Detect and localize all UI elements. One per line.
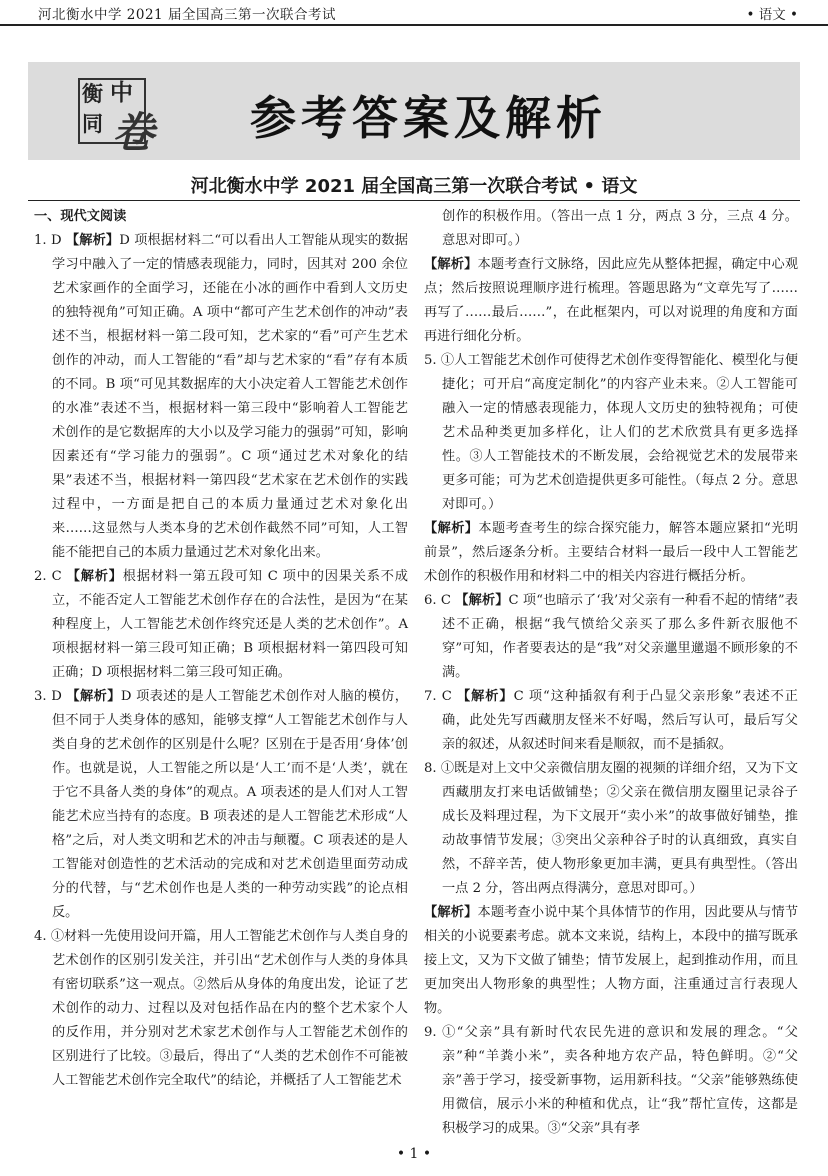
analysis-tag: 【解析】 (455, 593, 509, 608)
answer-text: ①“父亲”具有新时代农民先进的意识和发展的理念。“父亲”种“羊粪小米”，卖各种地方农产品，特色鲜明。②“父亲”善于学习，接受新事物，运用新科技。“父亲”能够熟练使用微信，展示小米的种植和优点，让“我”帮忙宣传，这都是积极学习的成果。③“父亲”具有孝 (442, 1025, 798, 1136)
answer-item-2 (34, 565, 408, 685)
answer-number: 8. (424, 761, 437, 776)
right-column (424, 205, 798, 1141)
analysis-8 (424, 901, 798, 1021)
analysis-text: 本题考查小说中某个具体情节的作用，因此要从与情节相关的小说要素考虑。就本文来说，结构上，本段中的描写既承接上文，又为下文做了铺垫；情节发展上，起到推动作用，而且更加突出人物形象的典型性；人物方面，注重通过言行表现人物。 (424, 905, 799, 1016)
left-column (34, 205, 408, 1093)
seal-char-4: 卷 (112, 108, 155, 157)
subtitle-divider (28, 200, 800, 201)
analysis-tag: 【解析】 (66, 569, 123, 584)
answer-number: 1. D (34, 233, 62, 248)
running-header (0, 0, 828, 26)
section-heading: 一、现代文阅读 (34, 209, 127, 224)
analysis-tag: 【解析】 (456, 689, 514, 704)
answer-item-9 (424, 1021, 798, 1141)
analysis-4 (424, 253, 798, 349)
answer-number: 3. D (34, 689, 62, 704)
answer-number: 5. (424, 353, 437, 368)
header-exam-name: 河北衡水中学 2021 届全国高三第一次联合考试 (38, 7, 336, 23)
seal-char-3: 同 (82, 111, 103, 136)
answer-item-8 (424, 757, 798, 901)
answer-item-6 (424, 589, 798, 685)
answer-text: C 项“也暗示了‘我’对父亲有一种看不起的情绪”表述不正确，根据“我气愤给父亲买了那么多件新衣服他不穿”可知，作者要表达的是“我”对父亲邋里邋遢不顾形象的不满。 (442, 593, 798, 680)
header-subject: • 语文 • (746, 7, 798, 23)
analysis-tag: 【解析】 (66, 689, 121, 704)
analysis-tag: 【解析】 (424, 521, 479, 536)
seal-char-1: 衡 (82, 81, 103, 106)
answer-number: 7. C (424, 689, 452, 704)
answer-text: D 项根据材料二“可以看出人工智能从现实的数据学习中融入了一定的情感表现能力，同时，因其对 200 余位艺术家画作的全面学习，还能在小冰的画作中看到人文历史的独特视角”可知正确。A 项中“都可产生艺术创作的冲动”表述不当，根据材料一第二段可知，艺术家的“看”可产生艺术创作的冲动，而人工智能的“看”却与艺术家的“看”存有本质的不同。B 项“可见其数据库的大小决定着人工智能艺术创作的水准”表述不当，根据材料一第三段中“影响着人工智能艺术创作的是它数据库的大小以及学习能力的强弱”可知，影响因素还有“学习能力的强弱”。C 项“通过艺术对象化的结果”表述不当，根据材料一第四段“艺术家在艺术创作的实践过程中，一方面是把自己的本质力量通过艺术对象化出来……这显然与人类本身的艺术创作截然不同”可知，人工智能不能把自己的本质力量通过艺术对象化出来。 (52, 233, 408, 560)
analysis-5 (424, 517, 798, 589)
answer-item-3 (34, 685, 408, 925)
analysis-text: 本题考查行文脉络，因此应先从整体把握，确定中心观点；然后按照说理顺序进行梳理。答题思路为“文章先写了……再写了……最后……”，在此框架内，可以对说理的角度和方面再进行细化分析。 (424, 257, 799, 344)
answer-item-1 (34, 229, 408, 565)
answer-text: C 项“这种插叙有利于凸显父亲形象”表述不正确，此处先写西藏朋友怪米不好喝，然后写认可，最后写父亲的叙述，从叙述时间来看是顺叙，而不是插叙。 (442, 689, 798, 752)
answer-text: ①材料一先使用设问开篇，用人工智能艺术创作与人类自身的艺术创作的区别引发关注，并引出“艺术创作与人类的身体具有密切联系”这一观点。②然后从身体的角度出发，论证了艺术创作的动力、过程以及对包括作品在内的整个艺术家个人的反作用，并分别对艺术家艺术创作与人工智能艺术创作的区别进行了比较。③最后，得出了“人类的艺术创作不可能被人工智能艺术创作完全取代”的结论，并概括了人工智能艺术 (50, 929, 408, 1088)
page-number: • 1 • (396, 1146, 432, 1162)
analysis-text: 本题考查考生的综合探究能力，解答本题应紧扣“光明前景”，然后逐条分析。主要结合材料一最后一段中人工智能艺术创作的积极作用和材料二中的相关内容进行概括分析。 (424, 521, 799, 584)
answer-text: ①既是对上文中父亲微信朋友圈的视频的详细介绍，又为下文西藏朋友打来电话做铺垫；②父亲在微信朋友圈里记录谷子成长及料理过程，为下文展开“卖小米”的故事做好铺垫，推动故事情节发展；③突出父亲种谷子时的认真细致，真实自然，不辞辛苦，使人物形象更加丰满，更具有典型性。（答出一点 2 分，答出两点得满分，意思对即可。） (440, 761, 798, 896)
answer-number: 9. (424, 1025, 437, 1040)
answer-number: 4. (34, 929, 47, 944)
analysis-tag: 【解析】 (65, 233, 120, 248)
hengzhong-seal-logo (42, 70, 192, 162)
answer-number: 2. C (34, 569, 62, 584)
banner-title: 参考答案及解析 (250, 91, 607, 145)
answer-text: 根据材料一第五段可知 C 项中的因果关系不成立，不能否定人工智能艺术创作存在的合法性，是因为“在某种程度上，人工智能艺术创作终究还是人类的艺术创作”。A 项根据材料一第三段可知正确；B 项根据材料一第四段可知正确；D 项根据材料二第三段可知正确。 (52, 569, 408, 680)
answer-text: ①人工智能艺术创作可使得艺术创作变得智能化、模型化与便捷化；可开启“高度定制化”的内容产业未来。②人工智能可融入一定的情感表现能力，体现人文历史的独特视角；可使艺术品种类更加多样化，让人们的艺术欣赏具有更多选择性。③人工智能技术的不断发展，会给视觉艺术的发展带来更多可能；可为艺术创造提供更多可能性。（每点 2 分。意思对即可。） (440, 353, 798, 512)
answer-item-5 (424, 349, 798, 517)
answer-item-4 (34, 925, 408, 1093)
analysis-tag: 【解析】 (424, 257, 478, 272)
seal-char-2: 中 (110, 79, 133, 106)
analysis-tag: 【解析】 (424, 905, 478, 920)
answer-item-7 (424, 685, 798, 757)
answer-text: D 项表述的是人工智能艺术创作对人脑的模仿，但不同于人类身体的感知，能够支撑“人工智能艺术创作与人类自身的艺术创作的区别是什么呢？区别在于是否用‘身体’创作。也就是说，人工智能之所以是‘人工’而不是‘人类’，就在于它不具备人类的身体”的观点。A 项表述的是人们对人工智能艺术应当持有的态度。B 项表述的是人工智能艺术形成“人格”之后，对人类文明和艺术的冲击与颠覆。C 项表述的是人工智能对创造性的艺术活动的完成和对艺术创造里面劳动成分的代替，与“艺术创作也是人类的一种劳动实践”的论点相反。 (52, 689, 408, 920)
answer-number: 6. C (424, 593, 451, 608)
answer-item-4-continued: 创作的积极作用。（答出一点 1 分，两点 3 分，三点 4 分。意思对即可。） (442, 209, 798, 248)
page-subtitle: 河北衡水中学 2021 届全国高三第一次联合考试 • 语文 (190, 176, 638, 197)
